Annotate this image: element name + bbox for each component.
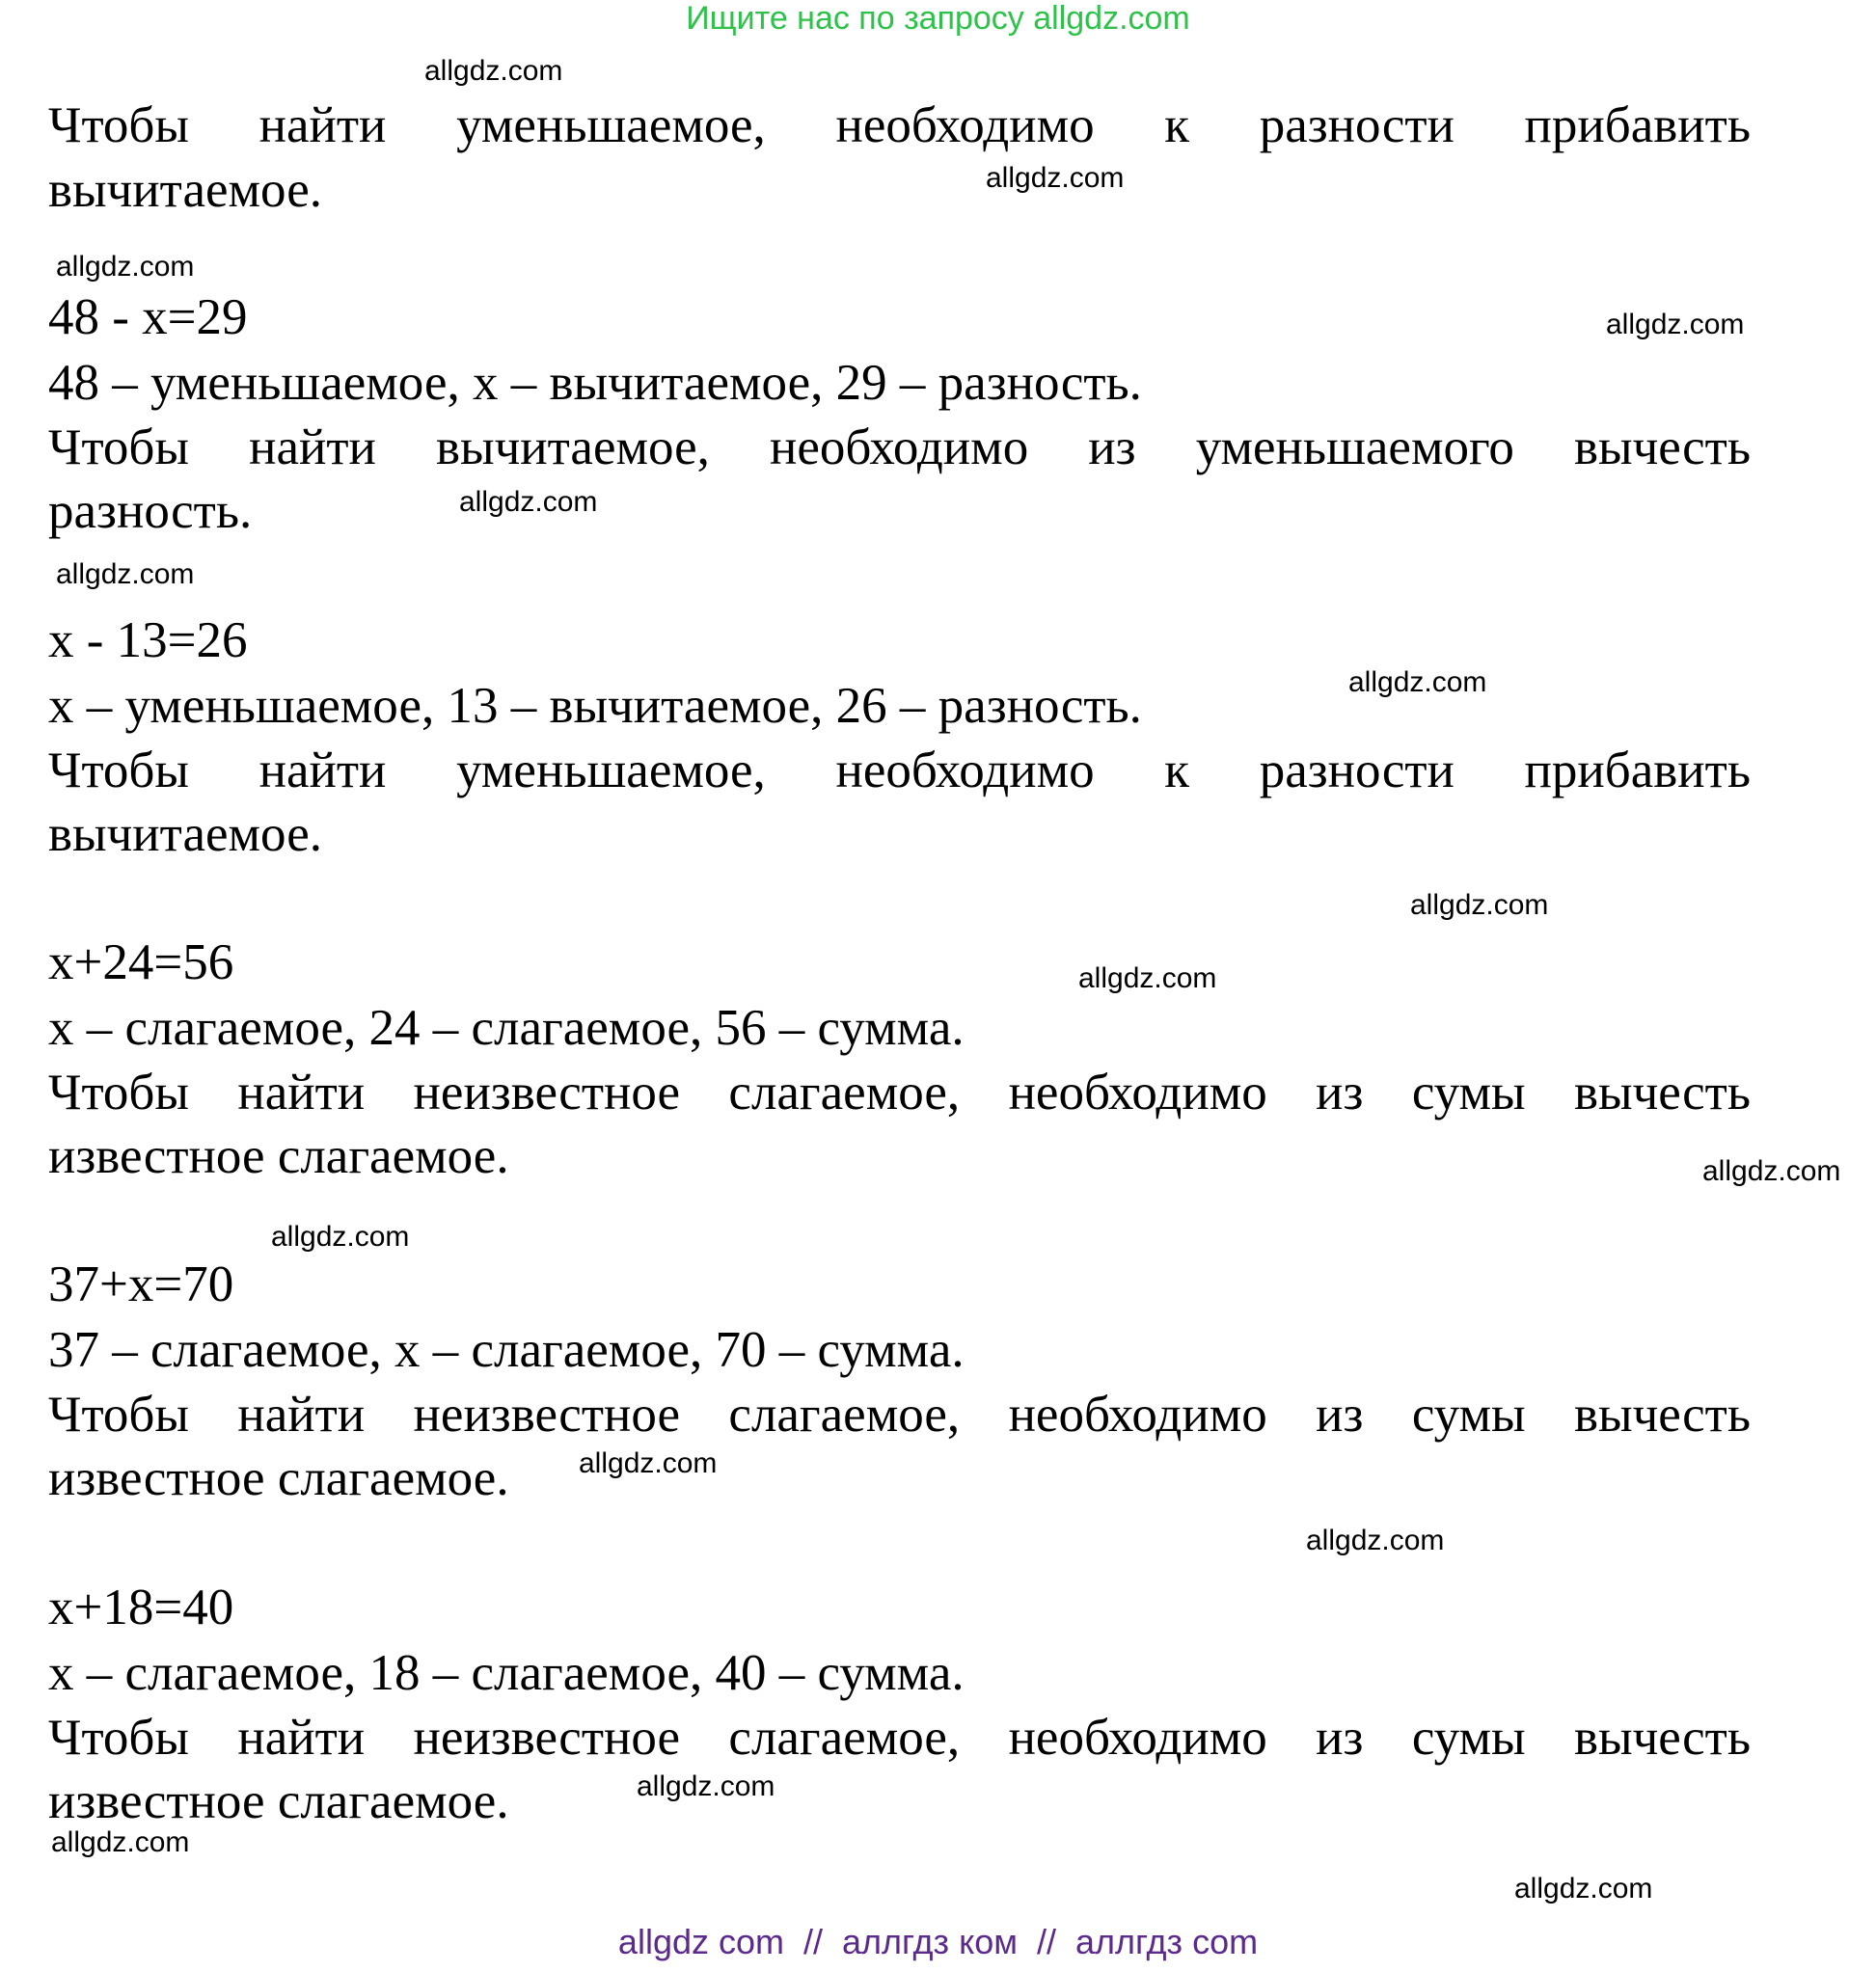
watermark: allgdz.com xyxy=(986,162,1125,194)
watermark: allgdz.com xyxy=(637,1770,775,1802)
watermark: allgdz.com xyxy=(459,486,598,518)
rule-line: Чтобы найти неизвестное слагаемое, необходимо из сумы вычесть xyxy=(48,1387,1751,1443)
watermark: allgdz.com xyxy=(51,1826,190,1858)
equation: 48 - x=29 xyxy=(48,289,248,345)
terms-line: 48 – уменьшаемое, x – вычитаемое, 29 – разность. xyxy=(48,355,1142,411)
watermark: allgdz.com xyxy=(271,1221,410,1253)
watermark: allgdz.com xyxy=(1078,962,1217,994)
terms-line: x – слагаемое, 18 – слагаемое, 40 – сумма. xyxy=(48,1645,965,1701)
watermark: allgdz.com xyxy=(1606,309,1745,340)
rule-line: известное слагаемое. xyxy=(48,1773,509,1829)
watermark: allgdz.com xyxy=(1410,889,1549,921)
rule-line: вычитаемое. xyxy=(48,806,322,862)
rule-line: Чтобы найти неизвестное слагаемое, необходимо из сумы вычесть xyxy=(48,1710,1751,1766)
equation: 37+x=70 xyxy=(48,1256,234,1312)
rule-line: Чтобы найти уменьшаемое, необходимо к разности прибавить xyxy=(48,97,1751,153)
rule-line: известное слагаемое. xyxy=(48,1450,509,1506)
rule-line: разность. xyxy=(48,483,253,539)
watermark: allgdz.com xyxy=(424,55,563,87)
watermark: allgdz.com xyxy=(1702,1155,1841,1187)
terms-line: 37 – слагаемое, x – слагаемое, 70 – сумма. xyxy=(48,1322,965,1378)
terms-line: x – уменьшаемое, 13 – вычитаемое, 26 – разность. xyxy=(48,678,1142,734)
equation: x+18=40 xyxy=(48,1580,234,1635)
rule-line: известное слагаемое. xyxy=(48,1128,509,1184)
rule-line: Чтобы найти уменьшаемое, необходимо к разности прибавить xyxy=(48,743,1751,798)
equation: x+24=56 xyxy=(48,934,234,990)
footer-banner[interactable]: allgdz com // аллгдз ком // аллгдз com xyxy=(617,1922,1259,1961)
rule-line: вычитаемое. xyxy=(48,162,322,218)
watermark: allgdz.com xyxy=(56,558,195,590)
watermark: allgdz.com xyxy=(1514,1873,1653,1904)
equation: x - 13=26 xyxy=(48,612,248,668)
rule-line: Чтобы найти вычитаемое, необходимо из уменьшаемого вычесть xyxy=(48,419,1751,475)
terms-line: x – слагаемое, 24 – слагаемое, 56 – сумма. xyxy=(48,1000,965,1056)
header-banner[interactable]: Ищите нас по запросу allgdz.com xyxy=(686,0,1190,37)
watermark: allgdz.com xyxy=(1306,1525,1445,1556)
watermark: allgdz.com xyxy=(56,251,195,283)
watermark: allgdz.com xyxy=(1348,666,1487,698)
rule-line: Чтобы найти неизвестное слагаемое, необходимо из сумы вычесть xyxy=(48,1065,1751,1121)
watermark: allgdz.com xyxy=(579,1447,718,1479)
